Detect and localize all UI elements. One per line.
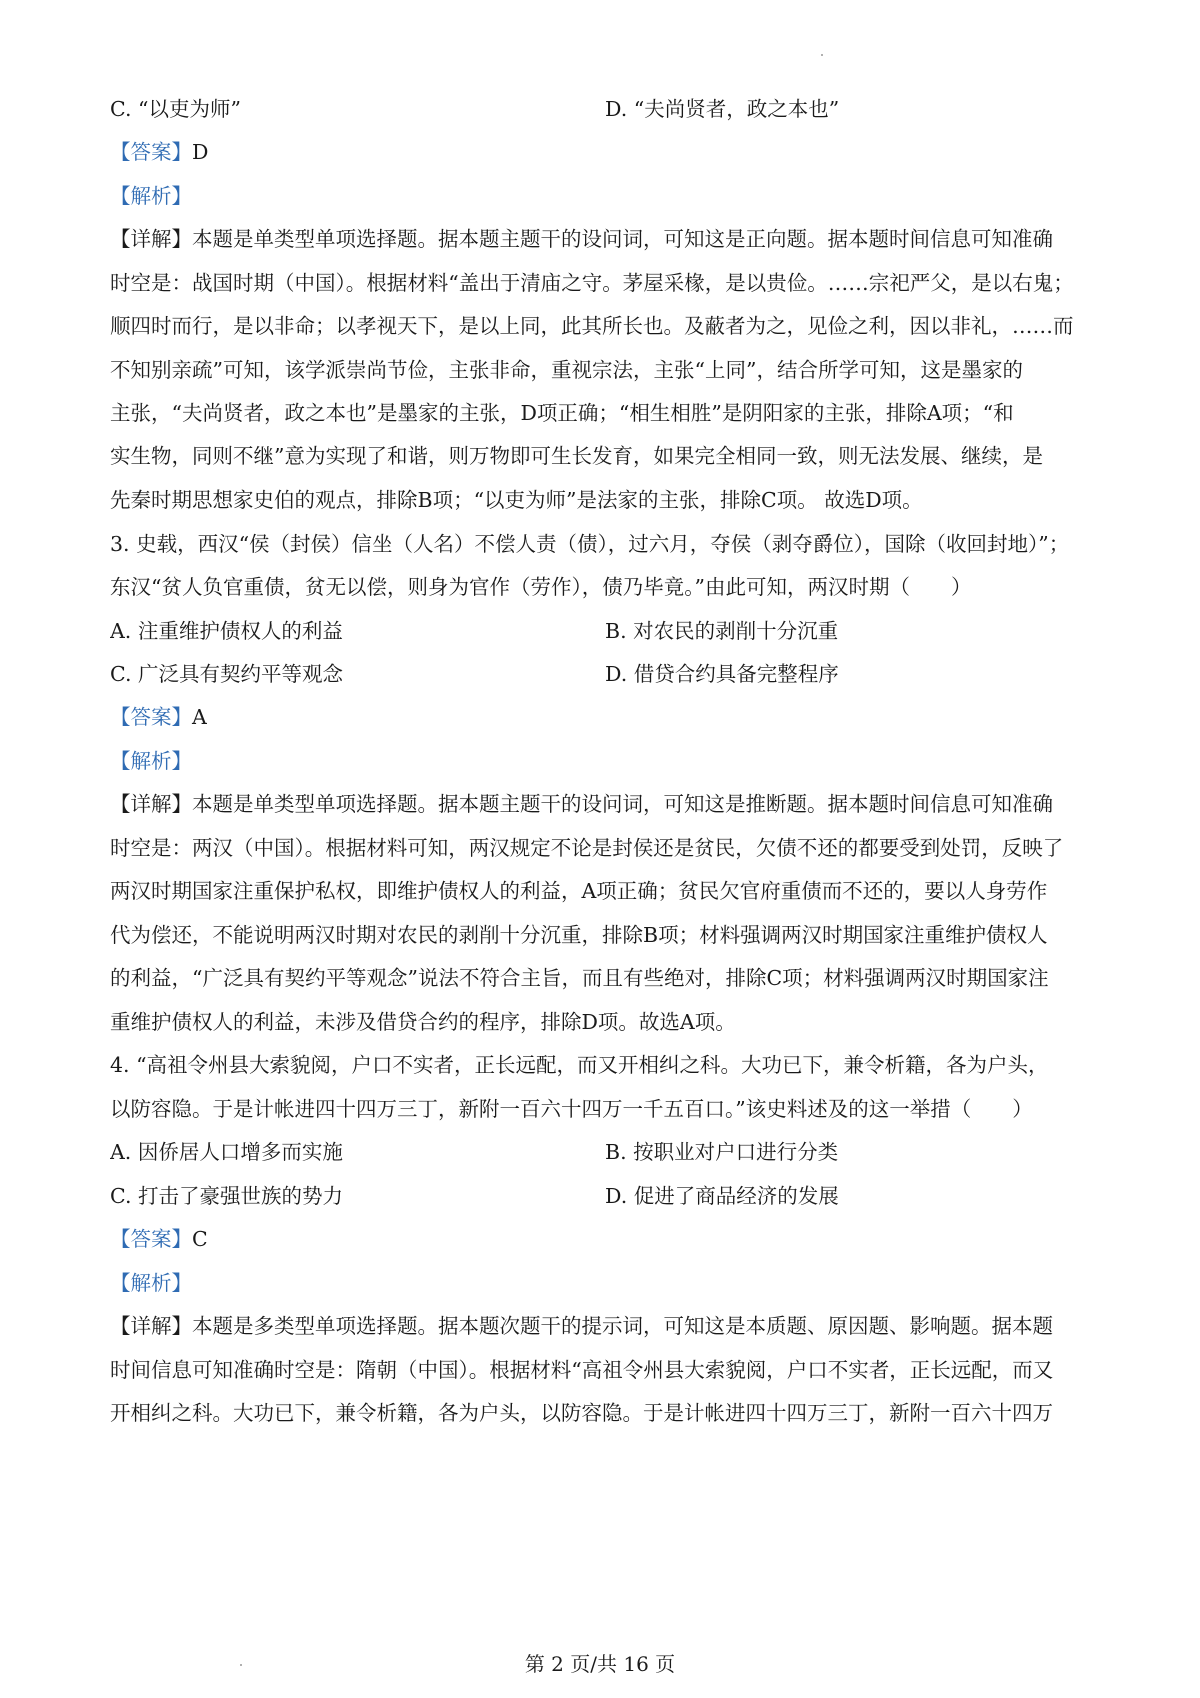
scan-speck [821, 54, 823, 56]
q3-option-b: B. 对农民的剥削十分沉重 [605, 619, 839, 643]
q2-detail-line: 【详解】本题是单类型单项选择题。据本题主题干的设问词，可知这是正向题。据本题时间信息可知准确 [110, 227, 1053, 251]
answer-value: D [192, 140, 209, 164]
q3-analysis-tag: 【解析】 [110, 749, 192, 773]
q2-detail-line: 顺四时而行，是以非命；以孝视天下，是以上同，此其所长也。及蔽者为之，见俭之利，因以非礼，……而 [110, 314, 1074, 338]
q3-detail-line: 两汉时期国家注重保护私权，即维护债权人的利益，A项正确；贫民欠官府重债而不还的，要以人身劳作 [110, 879, 1048, 903]
scan-speck [240, 1664, 242, 1666]
q2-detail-line: 实生物，同则不继”意为实现了和谐，则万物即可生长发育，如果完全相同一致，则无法发展、继续，是 [110, 444, 1043, 468]
q4-analysis-tag: 【解析】 [110, 1271, 192, 1295]
q2-detail-line: 不知别亲疏”可知，该学派崇尚节俭，主张非命，重视宗法，主张“上同”，结合所学可知，这是墨家的 [110, 358, 1023, 382]
q3-option-d: D. 借贷合约具备完整程序 [605, 662, 839, 686]
q3-detail-line: 【详解】本题是单类型单项选择题。据本题主题干的设问词，可知这是推断题。据本题时间信息可知准确 [110, 792, 1053, 816]
q3-stem-line: 东汉“贫人负官重债，贫无以偿，则身为官作（劳作），债乃毕竟。”由此可知，两汉时期（ ） [110, 575, 972, 599]
q4-option-a: A. 因侨居人口增多而实施 [110, 1140, 343, 1164]
q4-answer [110, 1224, 1110, 1254]
q3-detail-line: 时空是：两汉（中国）。根据材料可知，两汉规定不论是封侯还是贫民，欠债不还的都要受到处罚，反映了 [110, 836, 1064, 860]
q4-detail-line: 时间信息可知准确时空是：隋朝（中国）。根据材料“高祖令州县大索貌阅，户口不实者，正长远配，而又 [110, 1358, 1054, 1382]
q3-option-a: A. 注重维护债权人的利益 [110, 619, 343, 643]
answer-tag: 【答案】 [110, 140, 192, 164]
page-number: 第 2 页/共 16 页 [524, 1652, 676, 1676]
q3-answer [110, 702, 1110, 732]
q3-stem-line: 3. 史载，西汉“侯（封侯）信坐（人名）不偿人责（债），过六月，夺侯（剥夺爵位），国除（收回封地）”； [110, 532, 1070, 556]
q4-option-c: C. 打击了豪强世族的势力 [110, 1184, 343, 1208]
answer-tag: 【答案】 [110, 1227, 192, 1251]
q2-detail-line: 主张，“夫尚贤者，政之本也”是墨家的主张，D项正确；“相生相胜”是阴阳家的主张，排除A项；“和 [110, 401, 1014, 425]
detail-tag: 【详解】 [110, 792, 192, 816]
q2-detail-line: 先秦时期思想家史伯的观点，排除B项；“以吏为师”是法家的主张，排除C项。 故选D项。 [110, 488, 923, 512]
detail-tag: 【详解】 [110, 1314, 192, 1338]
answer-tag: 【答案】 [110, 705, 192, 729]
q3-detail-line: 重维护债权人的利益，未涉及借贷合约的程序，排除D项。故选A项。 [110, 1010, 736, 1034]
q3-option-c: C. 广泛具有契约平等观念 [110, 662, 343, 686]
q3-detail-line: 代为偿还，不能说明两汉时期对农民的剥削十分沉重，排除B项；材料强调两汉时期国家注重维护债权人 [110, 923, 1048, 947]
detail-tag: 【详解】 [110, 227, 192, 251]
q4-stem-line: 4. “高祖令州县大索貌阅，户口不实者，正长远配，而又开相纠之科。大功已下，兼令析籍，各为户头， [110, 1053, 1049, 1077]
q2-option-c: C. “以吏为师” [110, 97, 241, 121]
q4-stem-line: 以防容隐。于是计帐进四十四万三丁，新附一百六十四万一千五百口。”该史料述及的这一举措（ ） [110, 1097, 1033, 1121]
q2-option-d: D. “夫尚贤者，政之本也” [605, 97, 840, 121]
q4-detail-line: 开相纠之科。大功已下，兼令析籍，各为户头，以防容隐。于是计帐进四十四万三丁，新附一百六十四万 [110, 1401, 1053, 1425]
q2-detail-line: 时空是：战国时期（中国）。根据材料“盖出于清庙之守。茅屋采椽，是以贵俭。……宗祀严父，是以右鬼； [110, 271, 1074, 295]
q4-option-b: B. 按职业对户口进行分类 [605, 1140, 839, 1164]
q2-analysis-tag: 【解析】 [110, 184, 192, 208]
q4-option-d: D. 促进了商品经济的发展 [605, 1184, 839, 1208]
q4-detail-line: 【详解】本题是多类型单项选择题。据本题次题干的提示词，可知这是本质题、原因题、影响题。据本题 [110, 1314, 1053, 1338]
q2-answer [110, 137, 1110, 167]
q3-detail-line: 的利益，“广泛具有契约平等观念”说法不符合主旨，而且有些绝对，排除C项；材料强调两汉时期国家注 [110, 966, 1049, 990]
answer-value: A [192, 705, 207, 729]
answer-value: C [192, 1227, 208, 1251]
